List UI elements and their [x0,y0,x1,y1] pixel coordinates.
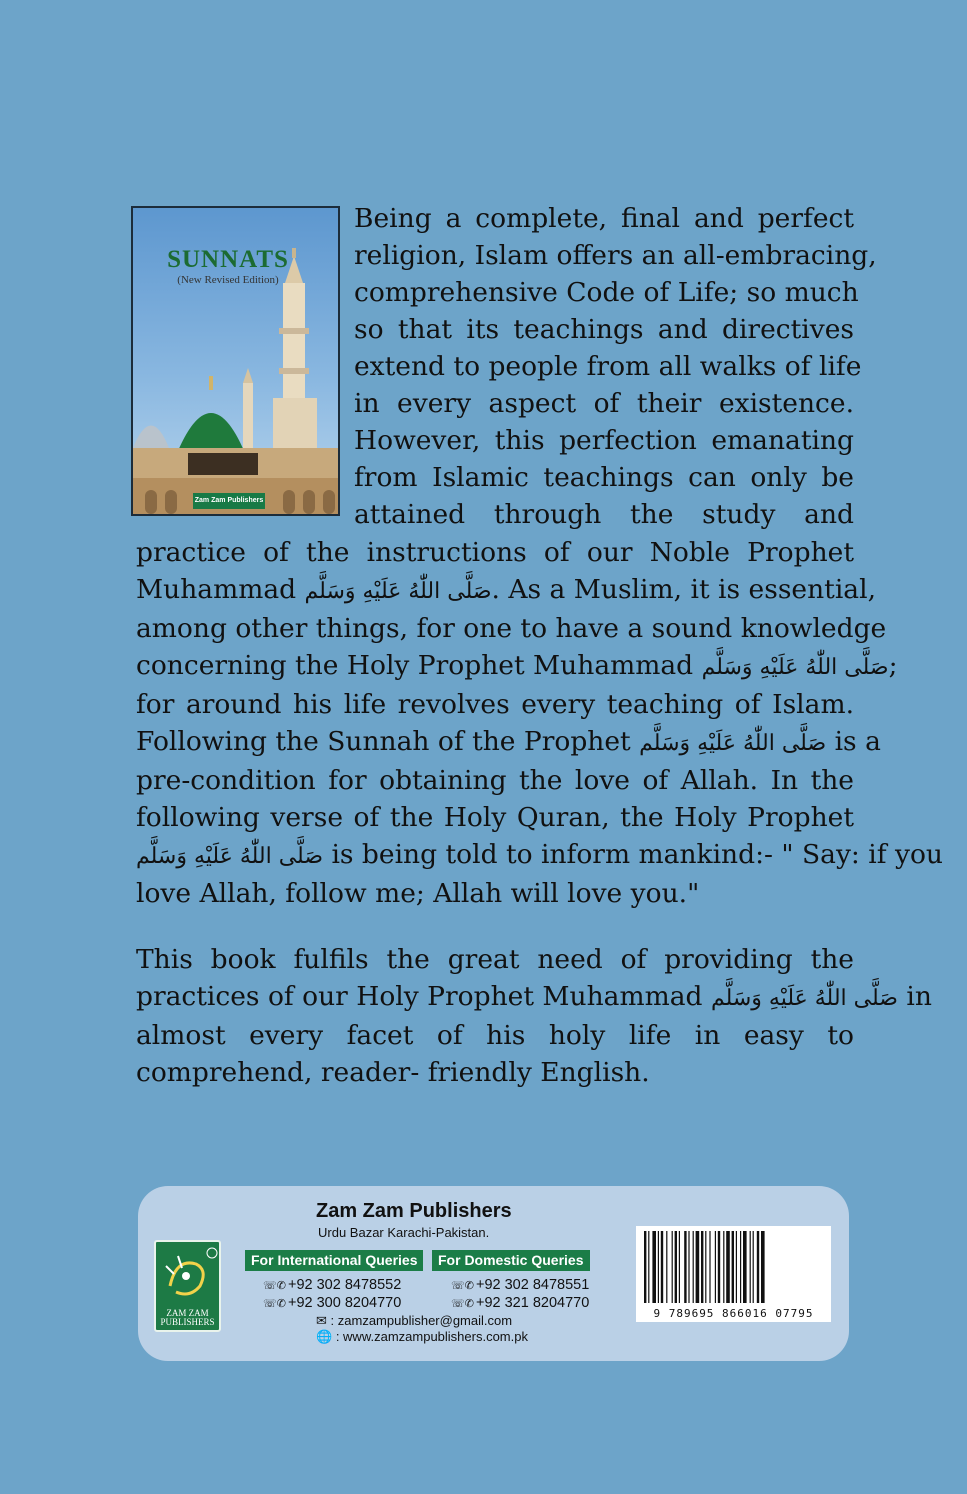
salawat-glyph: صَلَّى اللّٰهُ عَلَيْهِ وَسَلَّم [136,844,323,869]
text-line: concerning the Holy Prophet Muhammad صَلَّى اللّٰهُ عَلَيْهِ وَسَلَّم; [136,650,898,681]
thumbnail-publisher: Zam Zam Publishers [193,493,265,509]
text-line: following verse of the Holy Quran, the Holy Prophet [136,802,854,833]
barcode-bars [636,1229,831,1309]
logo-label: ZAM ZAM [166,1308,209,1318]
text-line: Being a complete, final and perfect [354,203,854,234]
text-line: comprehensive Code of Life; so much [354,277,859,308]
email-link[interactable]: ✉ : zamzampublisher@gmail.com [316,1313,513,1328]
intro-paragraph-bottom [136,534,943,912]
text-line: extend to people from all walks of life [354,351,862,382]
envelope-icon: ✉ [316,1313,327,1328]
globe-icon: 🌐 [316,1329,333,1344]
text-line: However, this perfection emanating [354,425,854,456]
text-line: from Islamic teachings can only be [354,462,854,493]
text-line: almost every facet of his holy life in easy to [136,1020,854,1051]
salawat-glyph: صَلَّى اللّٰهُ عَلَيْهِ وَسَلَّم [701,655,889,680]
phone-whatsapp-icon: ☏✆ [263,1280,286,1292]
intro-paragraph-top [354,200,877,533]
salawat-glyph: صَلَّى اللّٰهُ عَلَيْهِ وَسَلَّم [639,731,827,756]
phone-whatsapp-icon: ☏✆ [451,1298,474,1310]
dom-phone-2[interactable]: ☏✆ +92 321 8204770 [451,1295,590,1311]
text-line: among other things, for one to have a sound knowledge [136,613,887,644]
logo-label: PUBLISHERS [160,1317,215,1327]
intl-phone-2[interactable]: ☏✆ +92 300 8204770 [263,1295,402,1311]
international-queries-label: For International Queries [245,1250,423,1271]
intl-phone-1[interactable]: ☏✆ +92 302 8478552 [263,1277,402,1293]
text-line: pre-condition for obtaining the love of Allah. In the [136,765,854,796]
text-line: religion, Islam offers an all-embracing, [354,240,877,271]
thumbnail-title: SUNNATS [167,246,289,273]
publisher-info-box [138,1186,849,1361]
text-line: practice of the instructions of our Noble Prophet [136,537,854,568]
description-paragraph [136,941,932,1091]
text-line: love Allah, follow me; Allah will love you." [136,878,700,909]
isbn-number: 9 789695 866016 07795 [653,1307,814,1320]
text-line: This book fulfils the great need of providing the [136,944,854,975]
publisher-logo [154,1240,221,1332]
text-line: comprehend, reader- friendly English. [136,1057,650,1088]
website-link[interactable]: 🌐 : www.zamzampublishers.com.pk [316,1329,528,1344]
publisher-name: Zam Zam Publishers [316,1200,512,1222]
text-line: Muhammad صَلَّى اللّٰهُ عَلَيْهِ وَسَلَّم. As a Muslim, it is essential, [136,574,876,605]
salawat-glyph: صَلَّى اللّٰهُ عَلَيْهِ وَسَلَّم [710,986,898,1011]
text-line: practices of our Holy Prophet Muhammad صَلَّى اللّٰهُ عَلَيْهِ وَسَلَّم in [136,981,932,1012]
domestic-queries-label: For Domestic Queries [432,1250,590,1271]
book-cover-thumbnail [131,206,340,516]
phone-whatsapp-icon: ☏✆ [263,1298,286,1310]
text-line: for around his life revolves every teaching of Islam. [136,689,854,720]
text-line: in every aspect of their existence. [354,388,854,419]
isbn-barcode [636,1226,831,1322]
text-line: صَلَّى اللّٰهُ عَلَيْهِ وَسَلَّم is being told to inform mankind:- " Say: if you [136,839,943,870]
salawat-glyph: صَلَّى اللّٰهُ عَلَيْهِ وَسَلَّم [304,579,492,604]
thumbnail-subtitle: (New Revised Edition) [177,274,279,286]
publisher-address: Urdu Bazar Karachi-Pakistan. [318,1225,490,1240]
text-line: Following the Sunnah of the Prophet صَلَّى اللّٰهُ عَلَيْهِ وَسَلَّم is a [136,726,881,757]
dom-phone-1[interactable]: ☏✆ +92 302 8478551 [451,1277,590,1293]
logo-emblem-icon [156,1246,219,1306]
phone-whatsapp-icon: ☏✆ [451,1280,474,1292]
text-line: attained through the study and [354,499,854,530]
text-line: so that its teachings and directives [354,314,854,345]
